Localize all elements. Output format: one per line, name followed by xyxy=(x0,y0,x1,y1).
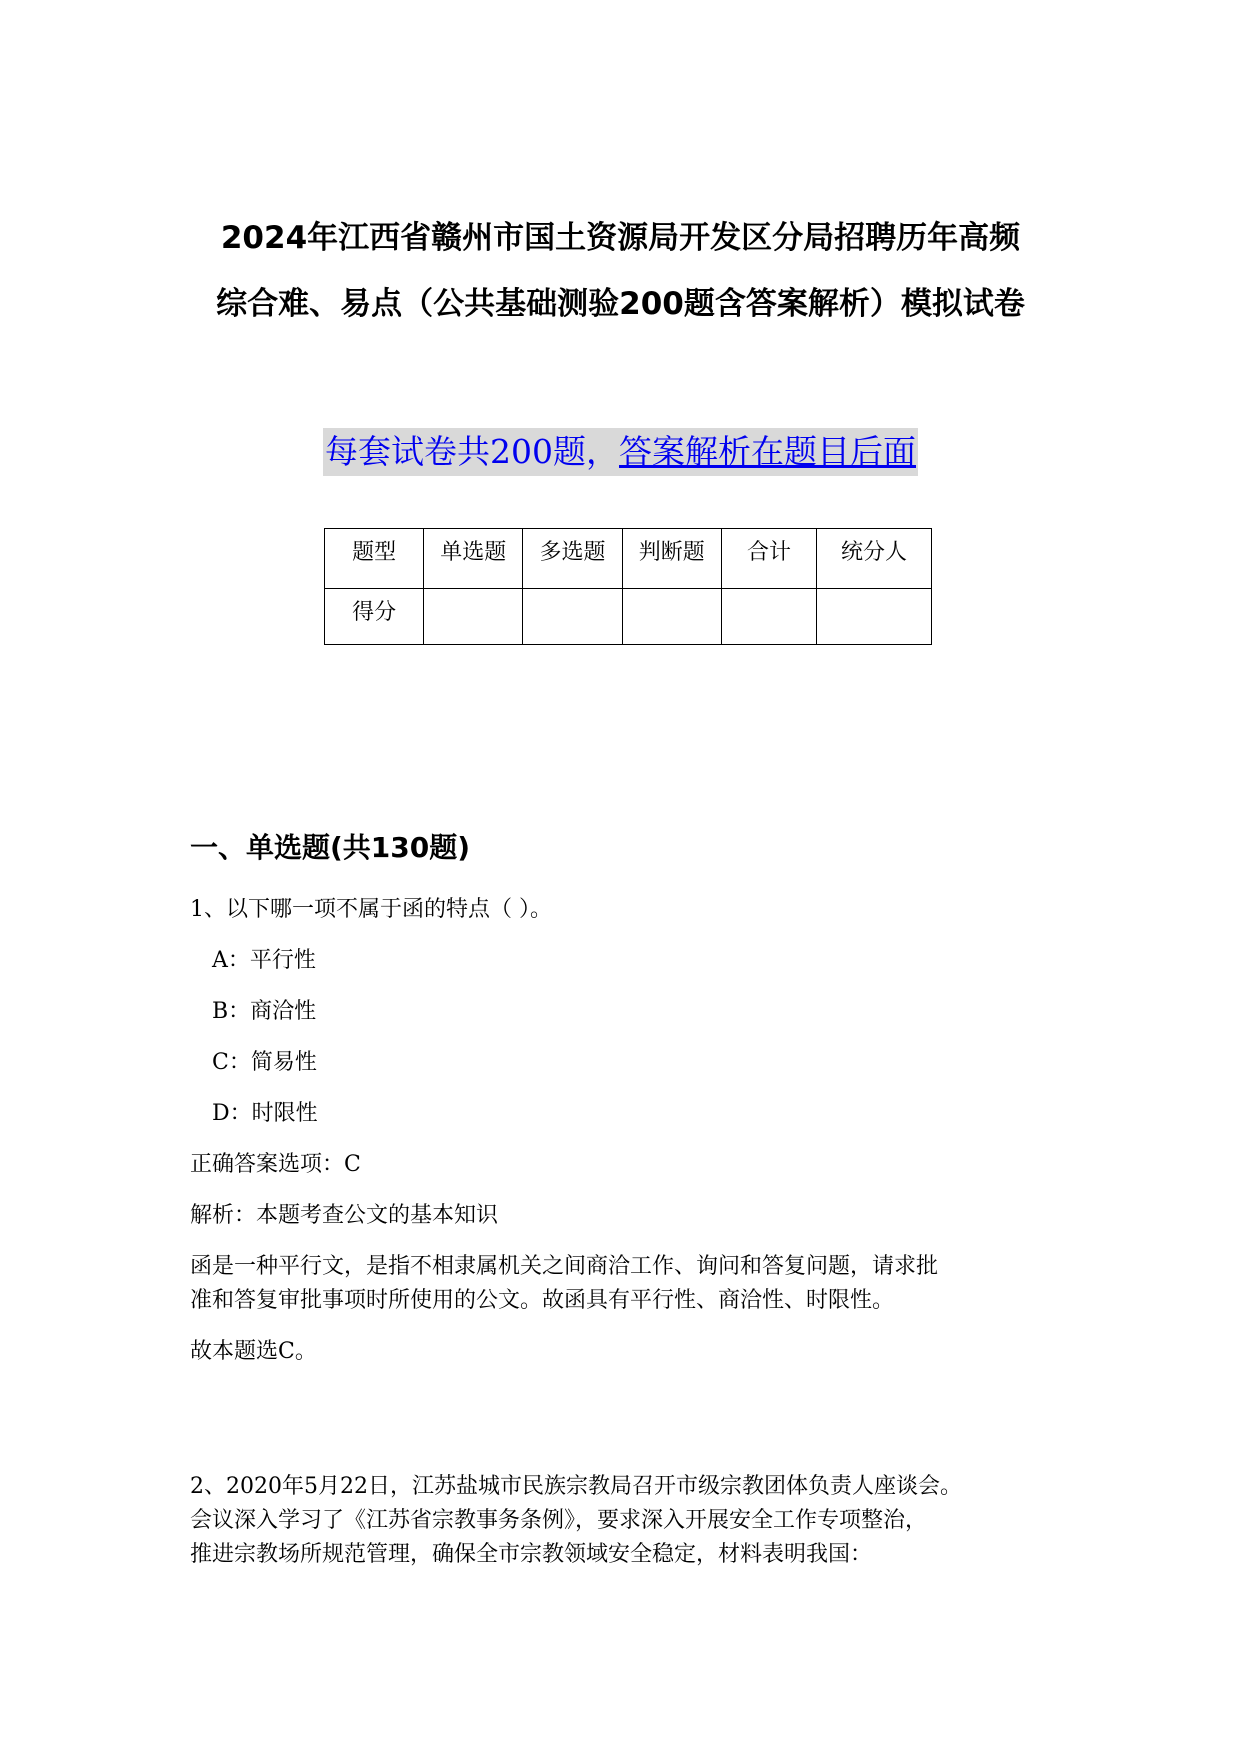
header-true-false: 判断题 xyxy=(622,529,721,589)
question-1-answer: 正确答案选项：C xyxy=(190,1152,361,1177)
question-1-option-c: C：简易性 xyxy=(212,1050,317,1075)
header-total: 合计 xyxy=(721,529,816,589)
score-cell-scorer[interactable] xyxy=(817,589,932,645)
score-table-score-row xyxy=(325,589,932,645)
question-1-option-a: A：平行性 xyxy=(212,948,316,973)
score-table-header-row xyxy=(325,529,932,589)
subtitle-highlight xyxy=(323,428,918,476)
question-1-explanation-line-2: 准和答复审批事项时所使用的公文。故函具有平行性、商洽性、时限性。 xyxy=(190,1288,895,1313)
score-table xyxy=(324,528,932,645)
header-question-type: 题型 xyxy=(325,529,424,589)
score-row-label: 得分 xyxy=(325,589,424,645)
question-2-stem-line-1: 2、2020年5月22日，江苏盐城市民族宗教局召开市级宗教团体负责人座谈会。 xyxy=(190,1474,962,1499)
header-multiple-choice: 多选题 xyxy=(523,529,622,589)
subtitle-prefix: 每套试卷共200题， xyxy=(325,432,619,471)
question-1-explanation-line-1: 函是一种平行文，是指不相隶属机关之间商洽工作、询问和答复问题，请求批 xyxy=(190,1254,939,1279)
answer-analysis-link[interactable]: 答案解析在题目后面 xyxy=(619,432,916,471)
header-single-choice: 单选题 xyxy=(424,529,523,589)
question-1-stem: 1、以下哪一项不属于函的特点（ ）。 xyxy=(190,897,552,922)
question-1-option-b: B：商洽性 xyxy=(212,999,317,1024)
score-cell-true-false[interactable] xyxy=(622,589,721,645)
question-1-conclusion: 故本题选C。 xyxy=(190,1339,317,1364)
header-scorer: 统分人 xyxy=(817,529,932,589)
section-heading: 一、单选题(共130题) xyxy=(190,831,471,864)
title-line-2: 综合难、易点（公共基础测验200题含答案解析）模拟试卷 xyxy=(216,286,1025,322)
question-2-stem-line-2: 会议深入学习了《江苏省宗教事务条例》，要求深入开展安全工作专项整治， xyxy=(190,1508,928,1533)
question-2-stem-line-3: 推进宗教场所规范管理，确保全市宗教领域安全稳定，材料表明我国： xyxy=(190,1542,873,1567)
question-1-option-d: D：时限性 xyxy=(212,1101,318,1126)
score-cell-total[interactable] xyxy=(721,589,816,645)
title-line-1: 2024年江西省赣州市国土资源局开发区分局招聘历年高频 xyxy=(220,220,1021,256)
score-cell-multiple-choice[interactable] xyxy=(523,589,622,645)
page-title xyxy=(150,205,1091,337)
question-1-analysis: 解析：本题考查公文的基本知识 xyxy=(190,1203,499,1228)
subtitle xyxy=(0,428,1241,476)
score-cell-single-choice[interactable] xyxy=(424,589,523,645)
